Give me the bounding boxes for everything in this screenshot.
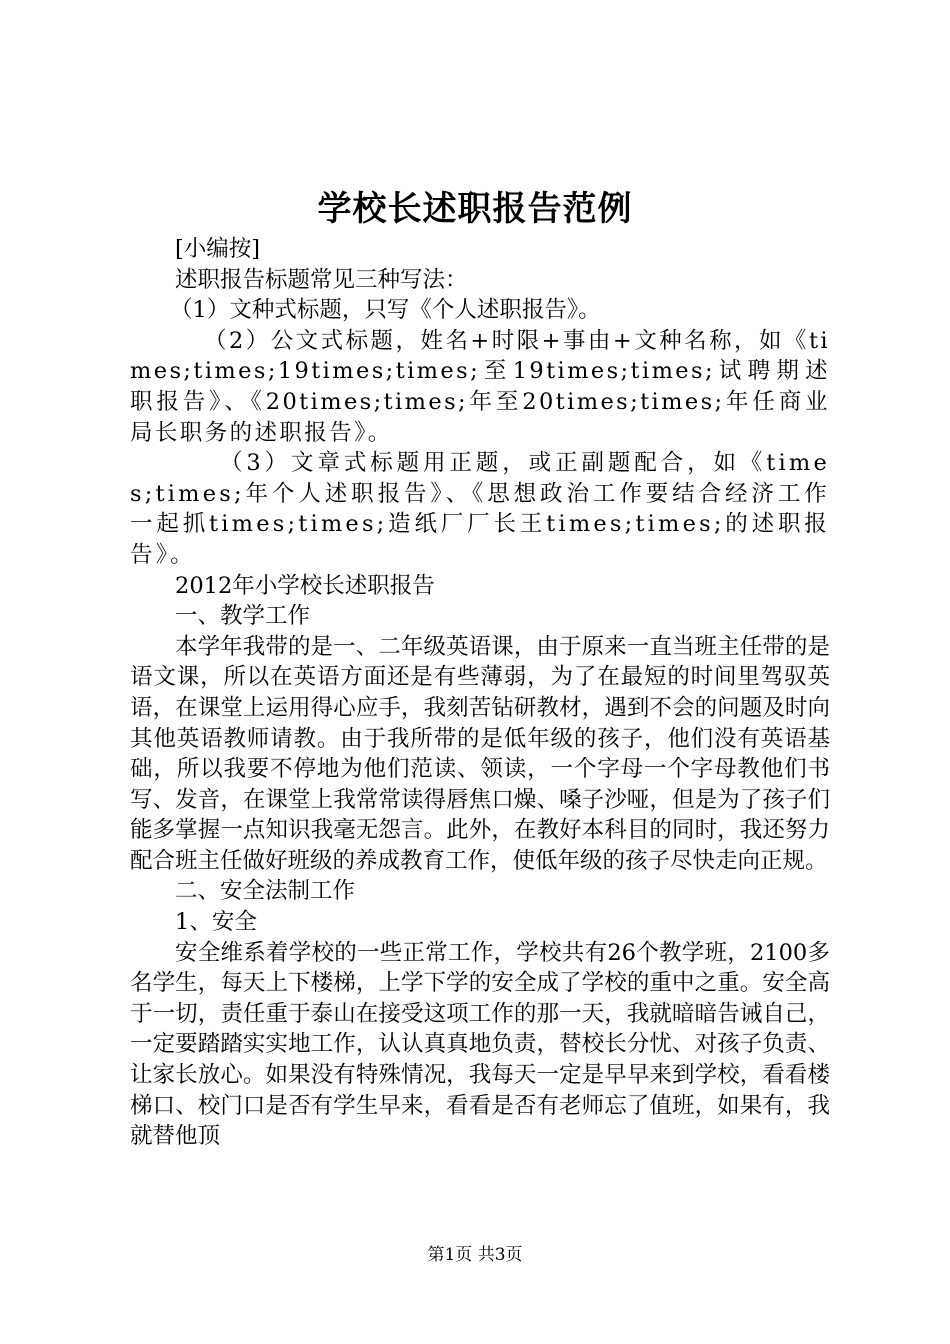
paragraph-title-type-3: （3）文章式标题用正题，或正副题配合，如《times;times;年个人述职报告》、《思想政治工作要结合经济工作一起抓times;times;造纸厂厂长王times;times;的述职报告》。 xyxy=(130,450,830,568)
paragraph-teaching: 本学年我带的是一、二年级英语课，由于原来一直当班主任带的是语文课，所以在英语方面还是有些薄弱，为了在最短的时间里驾驭英语，在课堂上运用得心应手，我刻苦钻研教材，遇到不会的问题及时向其他英语教师请教。由于我所带的是低年级的孩子，他们没有英语基础，所以我要不停地为他们范读、领读，一个字母一个字母教他们书写、发音，在课堂上我常常读得唇焦口燥、嗓子沙哑，但是为了孩子们能多掌握一点知识我毫无怨言。此外，在教好本科目的同时，我还努力配合班主任做好班级的养成教育工作，使低年级的孩子尽快走向正规。 xyxy=(130,633,830,874)
page-number-footer: 第1页 共3页 xyxy=(427,1245,523,1265)
paragraph-safety: 安全维系着学校的一些正常工作，学校共有26个教学班，2100多名学生，每天上下楼梯，上学下学的安全成了学校的重中之重。安全高于一切，责任重于泰山在接受这项工作的那一天，我就暗暗告诫自己，一定要踏踏实实地工作，认认真真地负责，替校长分忧、对孩子负责、让家长放心。如果没有特殊情况，我每天一定是早早来到学校，看看楼梯口、校门口是否有学生早来，看看是否有老师忘了值班，如果有，我就替他顶 xyxy=(130,939,830,1150)
editor-note-label: [小编按] xyxy=(175,236,261,262)
paragraph-intro: 述职报告标题常见三种写法： xyxy=(175,266,468,293)
section-heading-teaching: 一、教学工作 xyxy=(175,603,311,630)
section-heading-report: 2012年小学校长述职报告 xyxy=(175,572,435,599)
subsection-heading-safety: 1、安全 xyxy=(175,909,257,936)
section-heading-safety-law: 二、安全法制工作 xyxy=(175,878,356,905)
paragraph-title-type-2: （2）公文式标题，姓名+时限+事由+文种名称，如《times;times;19times;times;至19times;times;试聘期述职报告》、《20times;times;年至20times;times;年任商业局长职务的述职报告》。 xyxy=(130,327,830,446)
document-body xyxy=(130,234,830,1152)
document-title: 学校长述职报告范例 xyxy=(317,189,633,229)
paragraph-title-type-1: （1）文种式标题，只写《个人述职报告》。 xyxy=(170,297,601,324)
